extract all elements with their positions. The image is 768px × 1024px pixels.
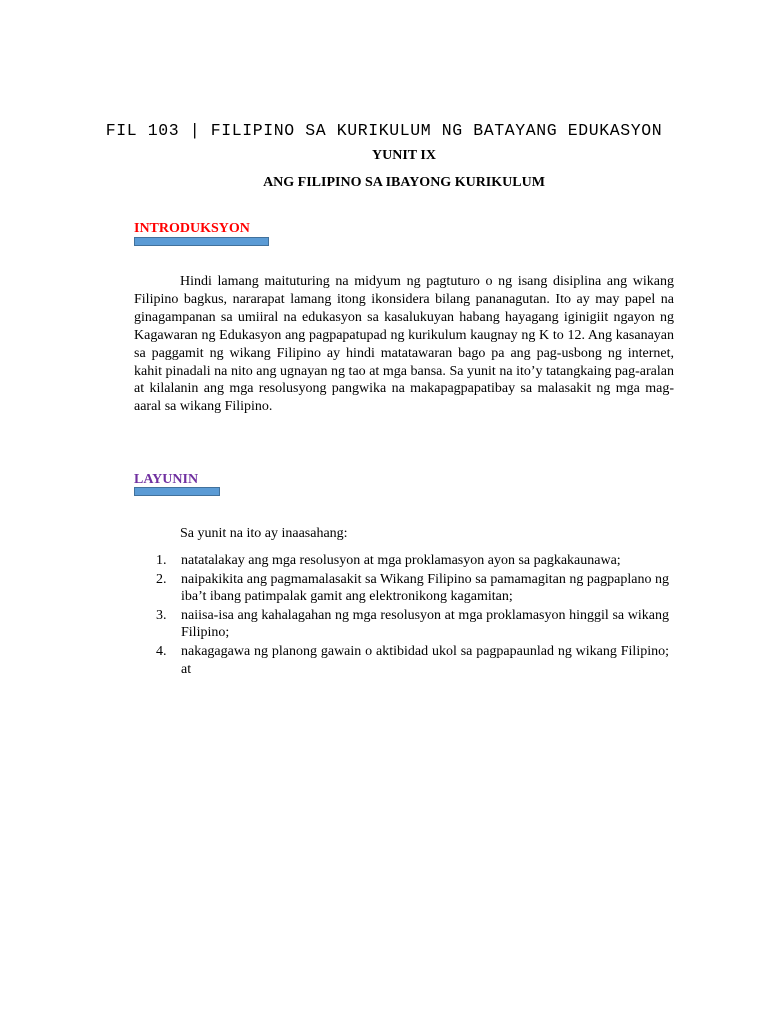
objectives-heading: LAYUNIN — [134, 472, 199, 487]
objective-text: natatalakay ang mga resolusyon at mga proklamasyon ayon sa pagkakaunawa; — [181, 553, 621, 568]
objective-text: naipakikita ang pagmamalasakit sa Wikang Filipino sa pamamagitan ng pagpaplano ng iba’t ibang patimpalak gamit ang elektronikong kagamitan; — [181, 571, 669, 605]
objective-number: 1. — [156, 553, 167, 568]
unit-title: YUNIT IX — [372, 148, 436, 163]
introduction-heading-bar — [134, 237, 269, 246]
objectives-heading-bar — [134, 487, 220, 496]
objective-text: nakagagawa ng planong gawain o aktibidad ukol sa pagpapaunlad ng wikang Filipino; at — [181, 643, 669, 677]
objective-number: 3. — [156, 607, 167, 623]
introduction-heading: INTRODUKSYON — [134, 221, 250, 236]
lesson-title: ANG FILIPINO SA IBAYONG KURIKULUM — [263, 175, 545, 190]
course-title: FIL 103 | FILIPINO SA KURIKULUM NG BATAYANG EDUKASYON — [105, 121, 663, 140]
introduction-paragraph: Hindi lamang maituturing na midyum ng pagtuturo o ng isang disiplina ang wikang Filipino bagkus, nararapat lamang itong ikonsidera bilang pananagutan. Ito ay may papel na ginagampanan sa umiiral na edukasyon sa kasalukuyan habang hayagang iginigiit ngayon ng Kagawaran ng Edukasyon ang pagpapatupad ng kurikulum kaugnay ng K to 12. Ang kasanayan sa paggamit ng wikang Filipino ay hindi matatawaran bago pa ang pag-usbong ng internet, kahit pinadali na nito ang ugnayan ng tao at mga bansa. Sa yunit na ito’y tatangkaing pag-aralan at kilalanin ang mga resolusyong pangwika na makapagpapatibay sa malasakit ng mga mag-aaral sa wikang Filipino. — [134, 274, 674, 415]
objective-item — [134, 552, 669, 570]
objective-number: 2. — [156, 571, 167, 587]
objectives-lead: Sa yunit na ito ay inaasahang: — [180, 526, 348, 541]
objective-text: naiisa-isa ang kahalagahan ng mga resolusyon at mga proklamasyon hinggil sa wikang Filipino; — [181, 607, 669, 641]
objective-item — [134, 643, 669, 678]
objective-item — [134, 571, 669, 606]
objective-number: 4. — [156, 643, 167, 659]
objective-item — [134, 607, 669, 642]
objectives-list — [134, 552, 669, 679]
